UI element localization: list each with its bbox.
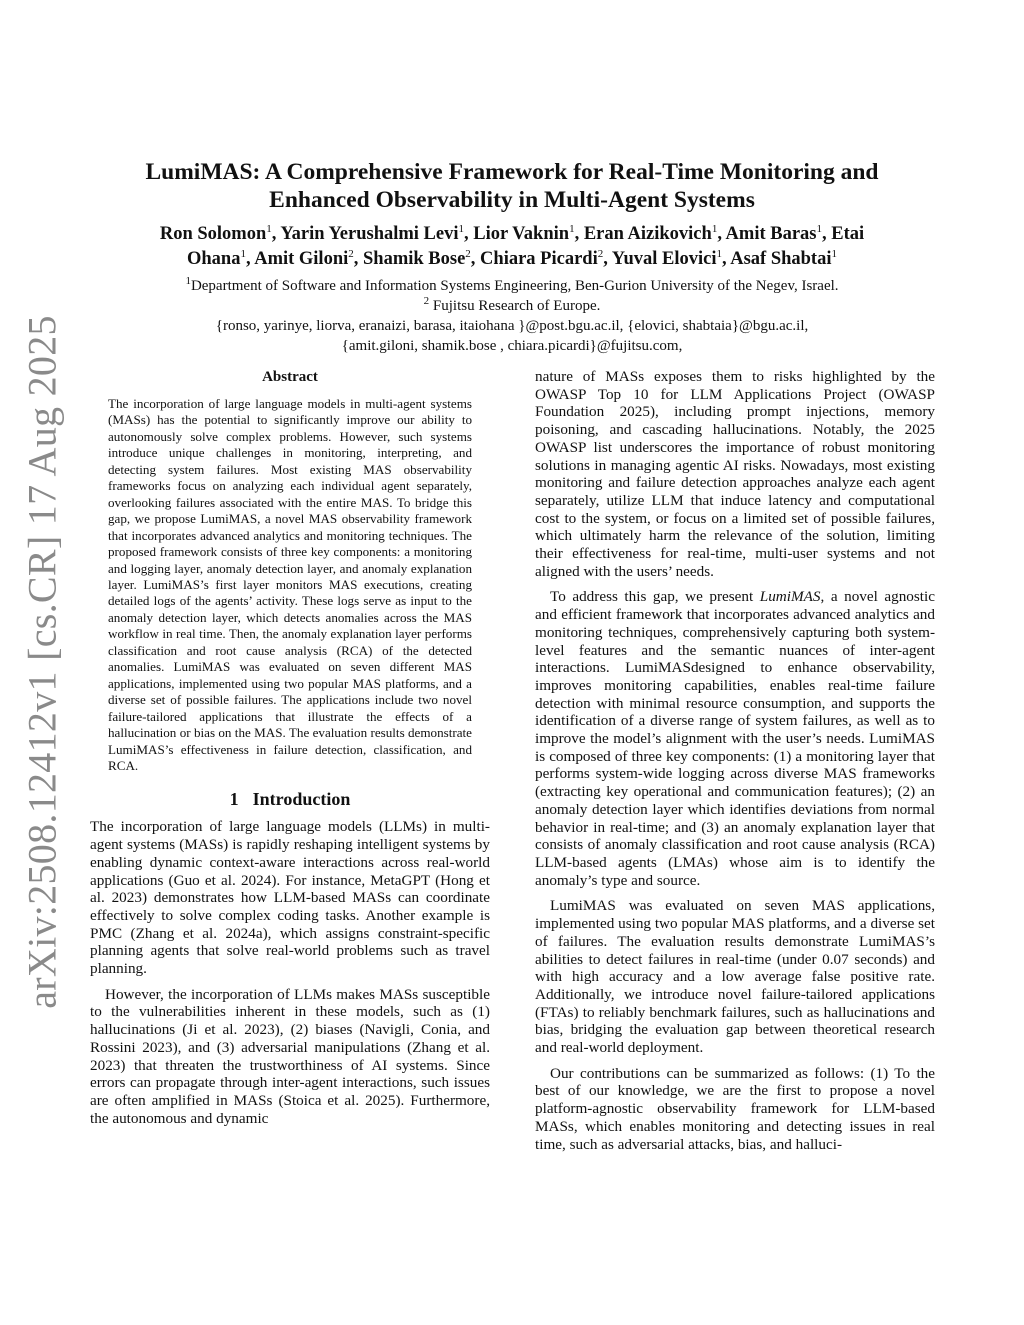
author-line-1: Ron Solomon$^1$, Yarin Yerushalmi Levi$^1$, Lior Vaknin$^1$, Eran Aizikovich$^1$, Amit Baras$^1$, Etai bbox=[159, 222, 865, 244]
author-line-2: Ohana$^1$, Amit Giloni$^2$, Shamik Bose$^2$, Chiara Picardi$^2$, Yuval Elovici$^1$, Asaf Shabtai$^1$ bbox=[187, 247, 837, 269]
affiliation-2 bbox=[100, 296, 924, 316]
abstract-text: The incorporation of large language models in multi-agent systems (MASs) has the potential to significantly improve our ability to autonomously solve complex problems. However, such systems introduce unique challenges in monitoring, interpreting, and detecting system failures. Most existing MAS observability frameworks focus on analyzing each individual agent separately, overlooking failures associated with the entire MAS. To bridge this gap, we propose LumiMAS, a novel MAS observability framework that incorporates advanced analytics and monitoring techniques. The proposed framework consists of three key components: a monitoring and logging layer, anomaly detection layer, and anomaly explanation layer. LumiMAS’s first layer monitors MAS executions, creating detailed logs of the agents’ activity. These logs serve as input to the anomaly detection layer, which detects anomalies across the MAS workflow in real time. Then, the anomaly explanation layer performs classification and root cause analysis (RCA) of the detected anomalies. LumiMAS was evaluated on seven different MAS applications, implemented using two popular MAS platforms, and a diverse set of possible failures. The applications include two novel failure-tailored applications that illustrate the effects of a hallucination or bias on the MAS. The evaluation results demonstrate LumiMAS’s effectiveness in failure detection, classification, and RCA. bbox=[108, 396, 472, 773]
email-line-1: {ronso, yarinye, liorva, eranaizi, barasa, itaiohana }@post.bgu.ac.il, {elovici, shabtaia}@bgu.ac.il, bbox=[215, 318, 809, 334]
section-title: Introduction bbox=[252, 789, 351, 810]
author-list bbox=[100, 222, 924, 272]
title-line-2: Enhanced Observability in Multi-Agent Systems bbox=[269, 187, 755, 213]
right-paragraph-4: Our contributions can be summarized as follows: (1) To the best of our knowledge, we are the first to propose a novel platform-agnostic observability framework for LLM-based MASs, which enables monitoring and detecting issues in real time, such as adversarial attacks, bias, and halluci- bbox=[535, 1064, 935, 1153]
author-affil-mark: 1 bbox=[458, 222, 464, 235]
affiliations bbox=[100, 276, 924, 356]
section-number: 1 bbox=[229, 789, 239, 810]
author-name: Shamik Bose bbox=[363, 249, 466, 269]
author-name: Yuval Elovici bbox=[611, 249, 717, 269]
author-name: Eran Aizikovich bbox=[583, 224, 712, 244]
intro-paragraph-2: However, the incorporation of LLMs makes MASs susceptible to the vulnerabilities inherent in these models, such as (1) hallucinations (Ji et al. 2023), (2) biases (Navigli, Conia, and Rossini 2023), and (3) adversarial manipulations (Zhang et al. 2023) that threaten the trustworthiness of AI systems. Since errors can propagate through inter-agent interactions, such issues are often amplified in MASs (Stoica et al. 2025). Furthermore, the autonomous and dynamic bbox=[90, 985, 490, 1127]
affiliation-1 bbox=[100, 276, 924, 296]
author-affil-mark: 1 bbox=[711, 222, 718, 235]
right-column bbox=[535, 368, 935, 1153]
author-name: Amit Giloni bbox=[254, 249, 349, 269]
author-affil-mark: 2 bbox=[348, 247, 354, 260]
paragraph-text: To address this gap, we present bbox=[550, 588, 760, 606]
affil-mark: 2 bbox=[423, 295, 430, 307]
author-name-part: Ohana bbox=[187, 249, 241, 269]
email-line-2: {amit.giloni, shamik.bose , chiara.picardi}@fujitsu.com, bbox=[341, 338, 683, 354]
affil-text: Fujitsu Research of Europe. bbox=[432, 298, 601, 314]
section-heading-introduction bbox=[90, 788, 490, 810]
paragraph-text: , a novel agnostic and efficient framework that incorporates advanced analytics and monitoring techniques, comprehensively capturing both system-level features and the semantic nuances of inter-agent interactions. LumiMASdesigned to enhance observability, improves monitoring capabilities, enables real-time failure detection with minimal resource consumption, and supports the identification of a diverse range of system failures, as well as to improve the model’s alignment with the user’s needs. LumiMAS is composed of three key components: (1) a monitoring layer that performs system-wide logging across diverse MAS frameworks (extracting key operational and communication features); (2) an anomaly detection layer which identifies deviations from normal behavior in real-time; and (3) an anomaly explanation layer that consists of anomaly classification and root cause analysis (RCA) LLM-based agents (LMAs) whose aim is to identify the anomaly’s type and source. bbox=[535, 588, 935, 889]
intro-paragraph-1: The incorporation of large language models (LLMs) in multi-agent systems (MASs) is rapidly reshaping intelligent systems by enabling dynamic context-aware interactions across real-world applications (Guo et al. 2024). For instance, MetaGPT (Hong et al. 2023) demonstrates how LLM-based MASs can coordinate effectively to solve complex coding tasks. Another example is PMC (Zhang et al. 2024a), which assigns constraint-specific planning agents that solve real-world problems such as travel planning. bbox=[90, 818, 490, 978]
paper-header bbox=[100, 158, 924, 356]
arxiv-identifier: arXiv:2508.12412v1 [cs.CR] 17 Aug 2025 bbox=[19, 315, 65, 1009]
author-affil-mark: 2 bbox=[465, 247, 471, 260]
affil-text: Department of Software and Information Systems Engineering, Ben-Gurion University of the Negev, Israel. bbox=[190, 278, 839, 294]
author-name: Lior Vaknin bbox=[473, 224, 570, 244]
right-paragraph-3: LumiMAS was evaluated on seven MAS applications, implemented using two popular MAS platforms, and a diverse set of failures. The evaluation results demonstrate LumiMAS’s abilities to detect failures in real-time (under 0.07 seconds) and with high accuracy and a low average false positive rate. Additionally, we introduce novel failure-tailored applications (FTAs) to reliably benchmark failures, such as hallucinations and bias, bridging the evaluation gap between theoretical research and real-world deployment. bbox=[535, 897, 935, 1057]
author-name: Ron Solomon bbox=[159, 224, 267, 244]
author-name-part: Etai bbox=[831, 224, 865, 244]
title-line-1: LumiMAS: A Comprehensive Framework for Real-Time Monitoring and bbox=[145, 159, 879, 185]
author-name: Chiara Picardi bbox=[480, 249, 598, 269]
right-paragraph-1: nature of MASs exposes them to risks highlighted by the OWASP Top 10 for LLM Applications Project (OWASP Foundation 2025), including prompt injections, memory poisoning, and cascading hallucinations. Notably, the 2025 OWASP list underscores the importance of robust monitoring solutions in managing agentic AI risks. Nowadays, most existing monitoring and failure detection approaches analyze each agent separately, utilize LLM that induce latency and computational cost to the system, or focus on a limited set of possible failures, which ultimately harm the relevance of the solution, limiting their effectiveness for real-time, multi-user systems and not aligned with the users’ needs. bbox=[535, 368, 935, 580]
author-affil-mark: 2 bbox=[597, 247, 604, 260]
author-affil-mark: 1 bbox=[816, 222, 822, 235]
author-name: Amit Baras bbox=[725, 224, 817, 244]
author-affil-mark: 1 bbox=[831, 247, 837, 260]
author-affil-mark: 1 bbox=[569, 222, 575, 235]
right-paragraph-2 bbox=[535, 588, 935, 889]
author-affil-mark: 1 bbox=[266, 222, 272, 235]
affil-mark: 1 bbox=[185, 275, 191, 287]
abstract-heading: Abstract bbox=[262, 369, 318, 385]
author-name: Asaf Shabtai bbox=[730, 249, 832, 269]
left-column bbox=[90, 368, 490, 1127]
author-affil-mark: 1 bbox=[716, 247, 722, 260]
framework-name-emphasis: LumiMAS bbox=[759, 588, 821, 606]
author-name: Yarin Yerushalmi Levi bbox=[280, 224, 459, 244]
paper-title bbox=[100, 158, 924, 214]
author-affil-mark: 1 bbox=[240, 247, 246, 260]
